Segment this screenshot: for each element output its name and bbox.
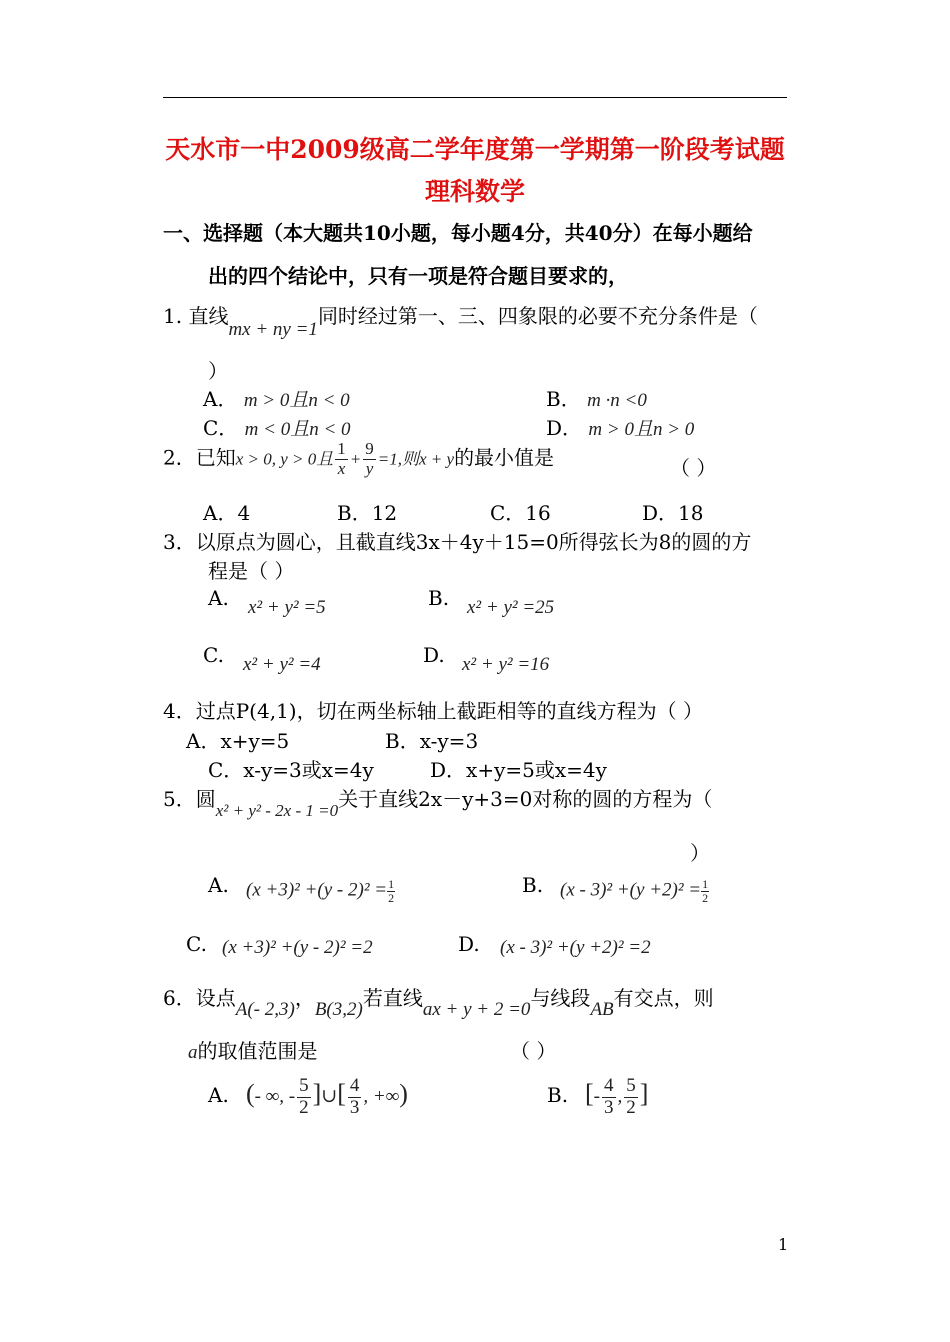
q3-option-a: x² + y² =5 — [248, 597, 326, 618]
q6-option-b-label: B. — [547, 1083, 569, 1107]
q6-answer-paren: （ ） — [510, 1039, 557, 1063]
q1-option-d: D． m > 0且n > 0 — [546, 416, 695, 440]
q1-close-paren: ） — [208, 359, 228, 383]
q3-option-b-label: B. — [428, 586, 450, 610]
q5-option-d-label: D. — [458, 932, 480, 956]
q5-option-c-label: C. — [186, 932, 207, 956]
q3-option-c-label: C. — [203, 643, 224, 667]
q1-option-c: C． m < 0且n < 0 — [203, 416, 351, 440]
q3-option-c: x² + y² =4 — [243, 654, 321, 675]
q5-close-paren: ） — [690, 841, 710, 865]
q2-option-a: A．4 — [203, 501, 251, 525]
q6-option-a: (- ∞, - $\frac{5}{2}$ ]∪[ $\frac{4}{3}$ , +∞) — [246, 1075, 408, 1118]
question-5: 5．圆$_{x^2 + y^2 - 2x - 1 =0}$关于直线2x－y+3=0对称的圆的方程为（ — [163, 787, 713, 820]
q3-option-d-label: D. — [423, 643, 445, 667]
exam-title: 天水市一中2009级高二学年度第一学期第一阶段考试题 — [165, 135, 785, 164]
q5-option-b: (x - 3)² +(y +2)² = $\frac{1}{2}$ — [560, 877, 709, 905]
page-number: 1 — [778, 1235, 789, 1254]
q4-option-c: C．x-y=3或x=4y — [208, 758, 374, 782]
q3-option-d: x² + y² =16 — [462, 654, 550, 675]
q4-option-b: B．x-y=3 — [385, 729, 479, 753]
q6-point-a: A(- 2,3) — [235, 999, 295, 1020]
q4-option-d: D．x+y=5或x=4y — [430, 758, 607, 782]
q2-fraction-1: $\frac{1}{x}$ — [337, 439, 346, 478]
q6-option-b: [- $\frac{4}{3}$ , $\frac{5}{2}$ ] — [585, 1075, 649, 1118]
section-heading-line1: 一、选择题（本大题共10小题，每小题4分，共40分）在每小题给 — [163, 221, 753, 245]
q1-math: mx + ny =1 — [228, 319, 318, 340]
q2-option-c: C．16 — [490, 501, 551, 525]
q2-option-b: B．12 — [337, 501, 398, 525]
q5-option-d: (x - 3)² +(y +2)² =2 — [500, 937, 651, 958]
question-1 — [163, 300, 758, 340]
q6-option-a-label: A. — [208, 1083, 229, 1107]
q6-line-eq: ax + y + 2 =0 — [422, 999, 531, 1020]
q1-post: 同时经过第一、三、四象限的必要不充分条件是（ — [317, 304, 758, 328]
question-4: 4．过点P(4,1)，切在两坐标轴上截距相等的直线方程为（ ） — [163, 699, 703, 723]
header-rule — [163, 97, 787, 98]
q6-line2: a的取值范围是 — [188, 1039, 318, 1063]
q1-option-a: A． m > 0且n < 0 — [203, 387, 350, 411]
question-2: 2．已知x > 0, y > 0且 $\frac{1}{x}$ + $\frac{9}{y}$ =1,则x + y的最小值是 — [163, 439, 555, 478]
q6-segment: AB — [590, 999, 614, 1020]
q4-option-a: A．x+y=5 — [186, 729, 290, 753]
q6-point-b: B(3,2) — [314, 999, 363, 1020]
question-6: 6．设点A(- 2,3)，B(3,2)若直线ax + y + 2 =0与线段AB有交点，则 — [163, 986, 714, 1020]
q5-option-b-label: B. — [522, 873, 544, 897]
q1-option-b: B． m ·n <0 — [546, 387, 647, 411]
q5-option-a-label: A. — [208, 873, 229, 897]
q2-option-d: D．18 — [642, 501, 704, 525]
q5-option-c: (x +3)² +(y - 2)² =2 — [222, 937, 373, 958]
q2-answer-paren: （ ） — [670, 456, 717, 480]
question-3-line2: 程是（ ） — [208, 559, 295, 583]
q3-option-a-label: A. — [208, 586, 229, 610]
q5-circle-eq: x² + y² - 2x - 1 =0 — [215, 801, 339, 820]
q3-option-b: x² + y² =25 — [467, 597, 555, 618]
exam-subtitle: 理科数学 — [424, 177, 525, 206]
question-3-line1: 3．以原点为圆心，且截直线3x＋4y＋15=0所得弦长为8的圆的方 — [163, 530, 752, 554]
q5-option-a: (x +3)² +(y - 2)² = $\frac{1}{2}$ — [246, 877, 395, 905]
q2-fraction-2: $\frac{9}{y}$ — [365, 439, 374, 478]
q1-number: 1. — [163, 304, 183, 328]
section-heading-line2: 出的四个结论中，只有一项是符合题目要求的， — [208, 264, 628, 288]
q1-pre: 直线 — [188, 304, 229, 328]
